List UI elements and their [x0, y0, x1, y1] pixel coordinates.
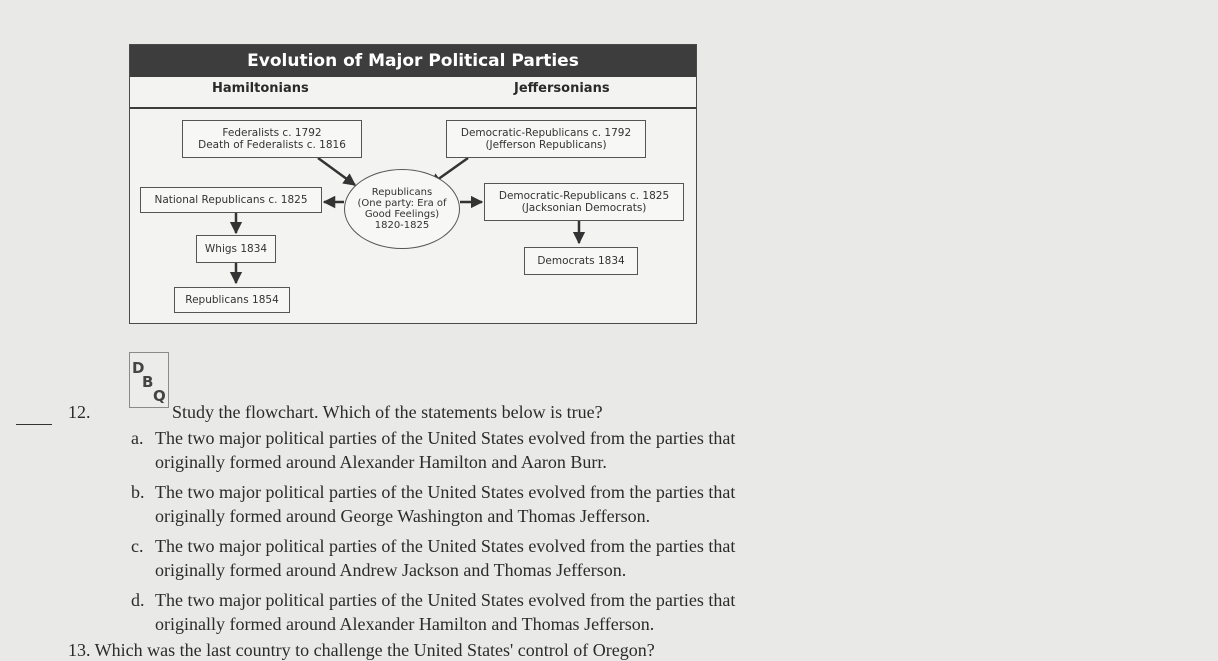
dbq-letter-q: Q: [153, 387, 166, 405]
jeffersonians-heading: Jeffersonians: [514, 81, 610, 96]
hamiltonians-heading: Hamiltonians: [212, 81, 309, 96]
question-text: Study the flowchart. Which of the statements below is true?: [172, 402, 603, 422]
flowchart-title: Evolution of Major Political Parties: [130, 45, 696, 77]
arrow-federalists-to-republicans: [318, 158, 355, 185]
flowchart-figure: [129, 44, 697, 324]
node-whigs: Whigs 1834: [196, 235, 276, 263]
choice-letter: b.: [131, 482, 145, 502]
next-question-text: 13. Which was the last country to challenge the United States' control of Oregon?: [68, 640, 655, 660]
node-democratic-republicans-1792: Democratic-Republicans c. 1792 (Jefferson Republicans): [446, 120, 646, 158]
node-federalists: Federalists c. 1792 Death of Federalists c. 1816: [182, 120, 362, 158]
choice-letter: d.: [131, 590, 145, 610]
choice-text: The two major political parties of the United States evolved from the parties that originally formed around George Washington and Thomas Jefferson.: [155, 482, 736, 526]
question-number: 12.: [68, 402, 91, 422]
choice-text: The two major political parties of the United States evolved from the parties that originally formed around Alexander Hamilton and Aaron Burr.: [155, 428, 736, 472]
choice-letter: a.: [131, 428, 144, 448]
node-republicans-1854: Republicans 1854: [174, 287, 290, 313]
dbq-letter-d: D: [132, 359, 145, 377]
node-republicans-era-of-good-feelings: Republicans (One party: Era of Good Feelings) 1820-1825: [344, 169, 460, 249]
choice-text: The two major political parties of the United States evolved from the parties that originally formed around Andrew Jackson and Thomas Jefferson.: [155, 536, 736, 580]
choice-letter: c.: [131, 536, 144, 556]
node-national-republicans: National Republicans c. 1825: [140, 187, 322, 213]
dbq-letter-b: B: [142, 373, 154, 391]
dbq-icon: [129, 352, 169, 408]
answer-blank[interactable]: [16, 424, 52, 425]
choice-text: The two major political parties of the United States evolved from the parties that originally formed around Alexander Hamilton and Thomas Jefferson.: [155, 590, 736, 634]
node-democratic-republicans-1825: Democratic-Republicans c. 1825 (Jacksonian Democrats): [484, 183, 684, 221]
node-democrats: Democrats 1834: [524, 247, 638, 275]
